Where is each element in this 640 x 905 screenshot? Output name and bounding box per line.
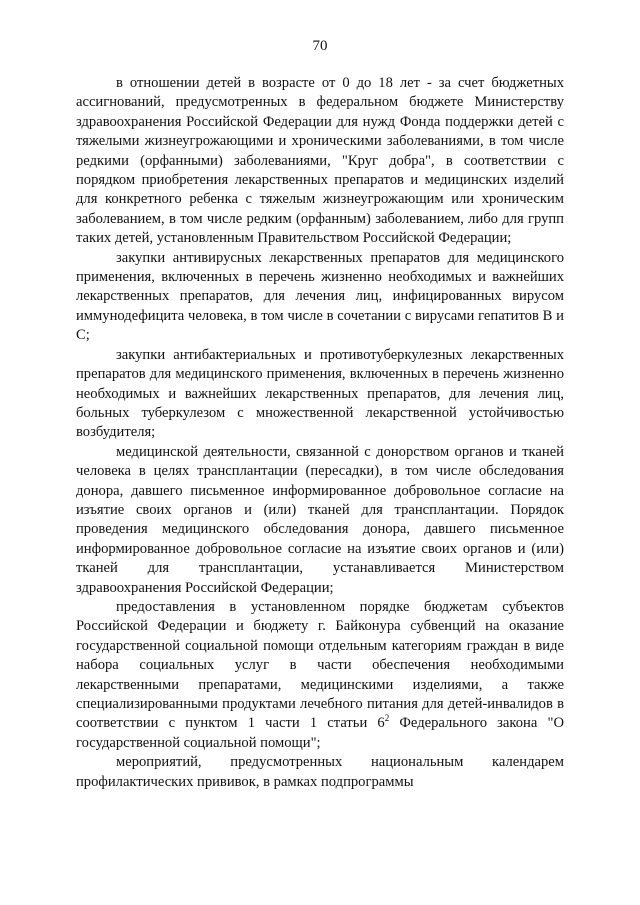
paragraph-antiviral-purchases: закупки антивирусных лекарственных препаратов для медицинского применения, включенных в перечень жизненно необходимых и важнейших лекарственных препаратов, для лечения лиц, инфицированных вирусом иммунодефицита человека, в том числе в сочетании с вирусами гепатитов B и C; xyxy=(76,249,564,344)
paragraph-children-medicines: в отношении детей в возрасте от 0 до 18 лет - за счет бюджетных ассигнований, предусмотренных в федеральном бюджете Министерству здравоохранения Российской Федерации для нужд Фонда поддержки детей с тяжелыми жизнеугрожающими и хроническими заболеваниями, в том числе редкими (орфанными) заболеваниями, "Круг добра", в соответствии с порядком приобретения лекарственных препаратов и медицинских изделий для конкретного ребенка с тяжелым жизнеугрожающим или хроническим заболеванием, в том числе редким (орфанным) заболеванием, либо для групп таких детей, установленным Правительством Российской Федерации; xyxy=(76,75,564,247)
paragraph-antibacterial-purchases: закупки антибактериальных и противотуберкулезных лекарственных препаратов для медицинского применения, включенных в перечень жизненно необходимых и важнейших лекарственных препаратов, для лечения лиц, больных туберкулезом с множественной лекарственной устойчивостью возбудителя; xyxy=(76,346,564,441)
page-number: 70 xyxy=(312,38,328,54)
document-body xyxy=(76,74,564,792)
paragraph-subventions xyxy=(76,598,564,753)
subventions-text-part1: предоставления в установленном порядке бюджетам субъектов Российской Федерации и бюджету г. Байконура субвенций на оказание государственной социальной помощи отдельным категориям граждан в виде набора социальных услуг в части обеспечения необходимыми лекарственными препаратами, медицинскими изделиями, а также специализированными продуктами лечебного питания для детей-инвалидов в соответствии с пунктом 1 части 1 статьи 6 xyxy=(76,598,564,732)
article-superscript: 2 xyxy=(384,713,390,724)
paragraph-vaccination-calendar: мероприятий, предусмотренных национальным календарем профилактических прививок, в рамках подпрограммы xyxy=(76,754,564,790)
subventions-text-part2: Федерального закона "О государственной социальной помощи"; xyxy=(76,715,564,751)
paragraph-organ-donation: медицинской деятельности, связанной с донорством органов и тканей человека в целях трансплантации (пересадки), в том числе обследования донора, давшего письменное информированное добровольное согласие на изъятие своих органов и (или) тканей для трансплантации. Порядок проведения медицинского обследования донора, давшего письменное информированное добровольное согласие на изъятие своих органов и (или) тканей для трансплантации, устанавливается Министерством здравоохранения Российской Федерации; xyxy=(76,443,564,596)
